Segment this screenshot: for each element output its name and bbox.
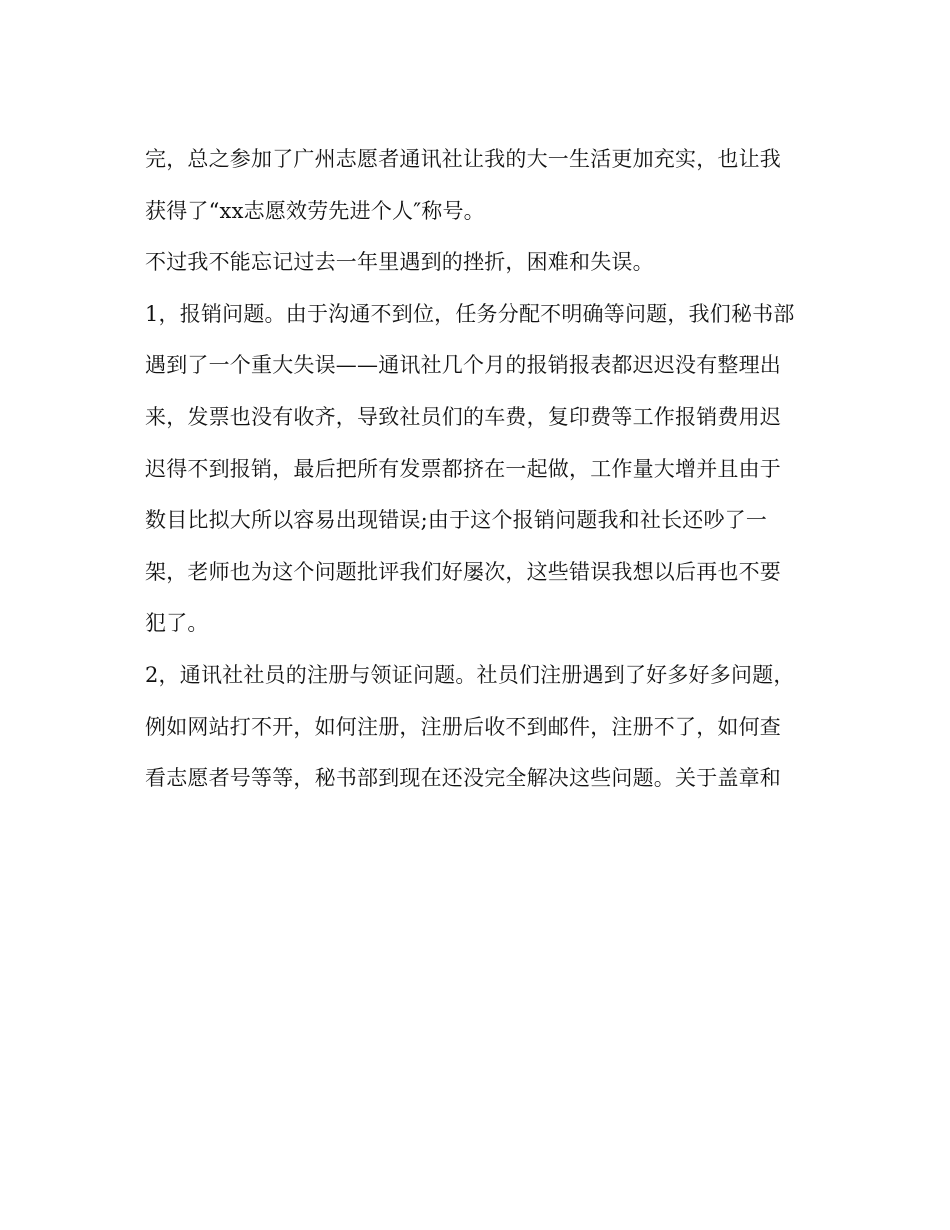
text-line-8: 数目比拟大所以容易出现错误;由于这个报销问题我和社长还吵了一 (145, 508, 768, 533)
text-line-6: 来，发票也没有收齐，导致社员们的车费，复印费等工作报销费用迟 (145, 404, 781, 429)
text-line-7: 迟得不到报销，最后把所有发票都挤在一起做，工作量大增并且由于 (145, 456, 781, 481)
text-line-2: 获得了“xx志愿效劳先进个人″称号。 (145, 198, 485, 223)
text-line-13: 看志愿者号等等，秘书部到现在还没完全解决这些问题。关于盖章和 (145, 766, 781, 791)
text-line-12: 例如网站打不开，如何注册，注册后收不到邮件，注册不了，如何查 (145, 714, 781, 739)
text-line-11: 2，通讯社社员的注册与领证问题。社员们注册遇到了好多好多问题， (145, 662, 795, 687)
text-line-4: 1，报销问题。由于沟通不到位，任务分配不明确等问题，我们秘书部 (145, 301, 795, 326)
document-body (145, 134, 815, 805)
text-line-1: 完，总之参加了广州志愿者通讯社让我的大一生活更加充实，也让我 (145, 147, 781, 171)
text-line-5: 遇到了一个重大失误——通讯社几个月的报销报表都迟迟没有整理出 (145, 353, 781, 378)
text-line-10: 犯了。 (145, 611, 209, 636)
text-line-3: 不过我不能忘记过去一年里遇到的挫折，困难和失误。 (145, 250, 654, 275)
text-line-9: 架，老师也为这个问题批评我们好屡次，这些错误我想以后再也不要 (145, 559, 781, 584)
